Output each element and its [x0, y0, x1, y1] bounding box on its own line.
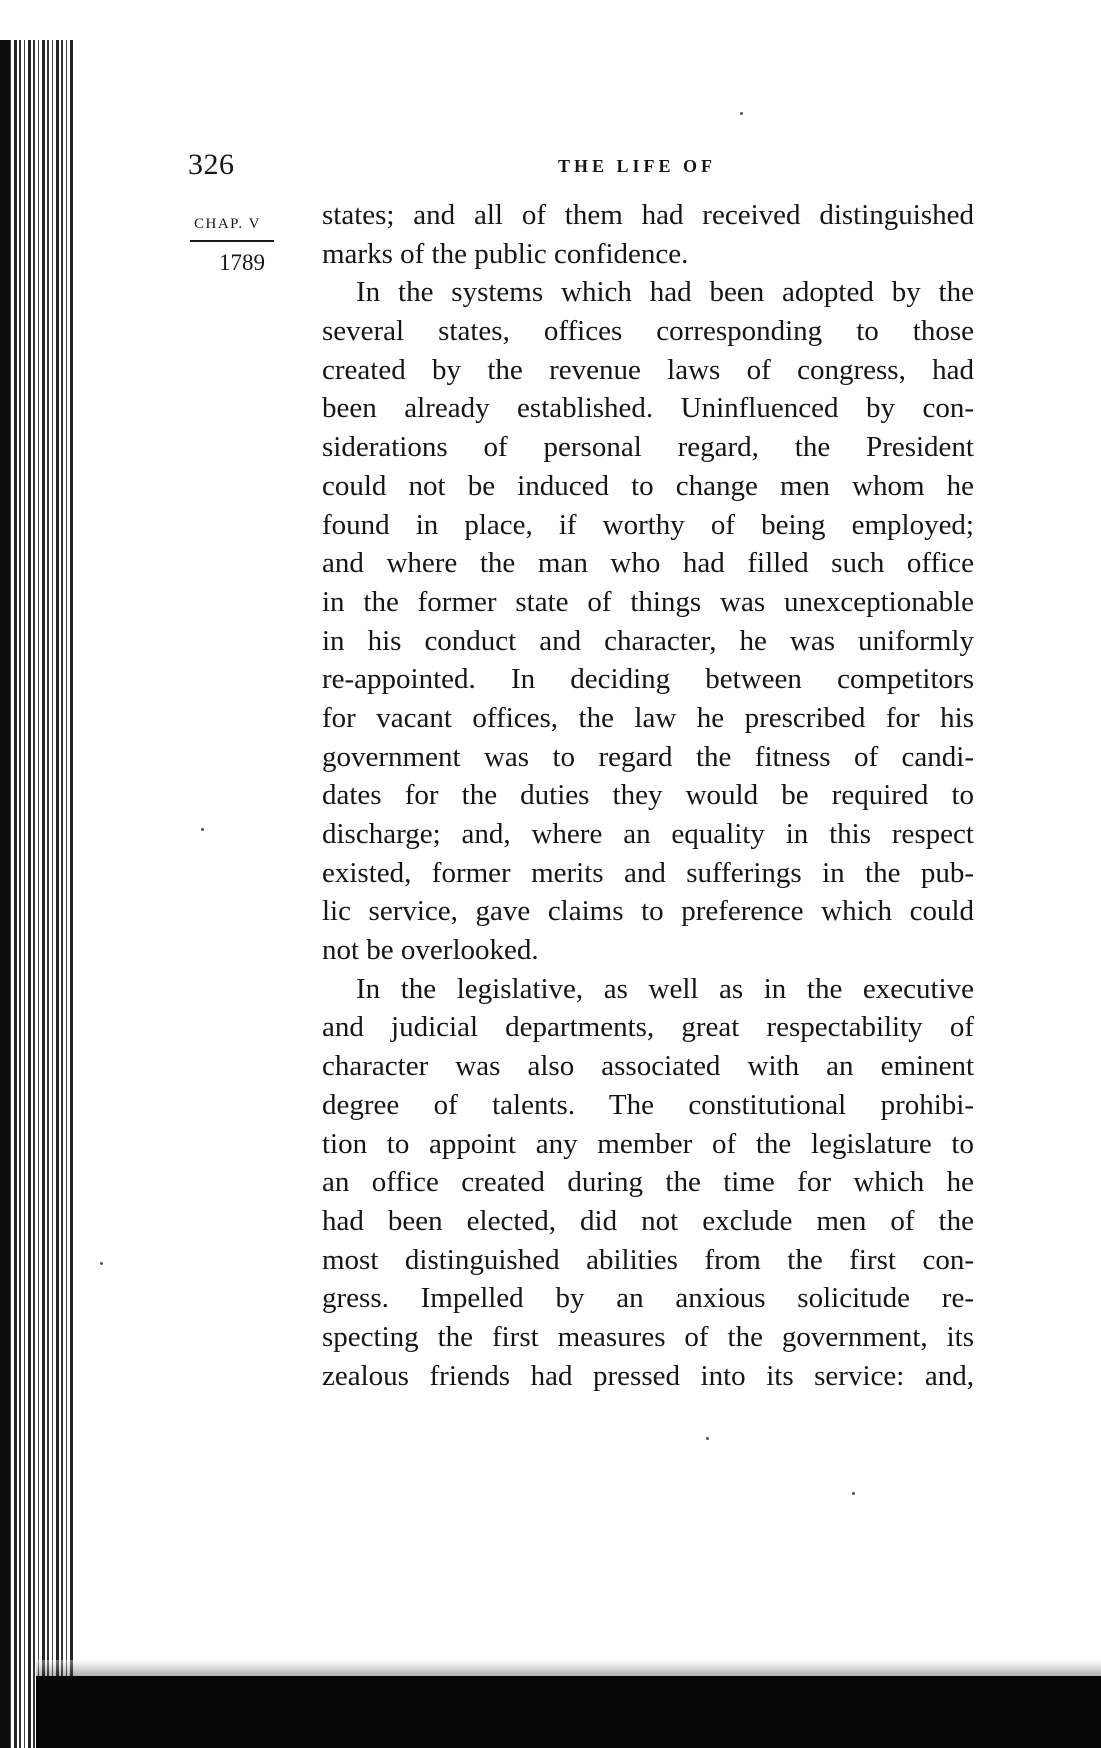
text-line: gress. Impelled by an anxious solicitude re-	[322, 1282, 974, 1315]
text-line: in the former state of things was unexceptionable	[322, 585, 974, 618]
text-line: most distinguished abilities from the first con-	[322, 1243, 974, 1276]
text-line: tion to appoint any member of the legislature to	[322, 1127, 974, 1160]
text-line: found in place, if worthy of being employed;	[322, 508, 974, 541]
scan-bottom-band	[36, 1676, 1101, 1748]
text-line: in his conduct and character, he was uniformly	[322, 624, 974, 657]
text-line: and judicial departments, great respectability of	[322, 1011, 974, 1044]
text-line: states; and all of them had received distinguished	[322, 199, 974, 231]
text-line: discharge; and, where an equality in this respect	[322, 818, 974, 850]
scan-speck	[852, 1492, 855, 1495]
book-binding-edge	[0, 40, 74, 1748]
margin-divider	[190, 240, 274, 242]
text-line: dates for the duties they would be required to	[322, 779, 974, 812]
text-line: several states, offices corresponding to those	[322, 315, 974, 348]
book-binding-shadow	[0, 40, 10, 1748]
text-line: specting the first measures of the government, its	[322, 1320, 974, 1353]
text-line: re-appointed. In deciding between competitors	[322, 663, 974, 696]
scan-speck	[740, 112, 743, 115]
text-line: In the systems which had been adopted by the	[356, 276, 974, 309]
paragraph-2	[322, 273, 974, 969]
text-line: In the legislative, as well as in the executive	[356, 972, 974, 1005]
text-line: and where the man who had filled such office	[322, 547, 974, 580]
text-line: for vacant offices, the law he prescribed for his	[322, 701, 974, 734]
text-line: degree of talents. The constitutional prohibi-	[322, 1088, 974, 1121]
scan-speck	[100, 1262, 103, 1265]
scan-speck	[706, 1437, 709, 1440]
text-line: character was also associated with an eminent	[322, 1050, 974, 1083]
text-line: marks of the public confidence.	[322, 237, 689, 270]
scan-speck	[201, 828, 204, 831]
margin-year: 1789	[219, 250, 265, 275]
text-line: existed, former merits and sufferings in the pub-	[322, 856, 974, 889]
margin-chapter-label: CHAP. V	[194, 216, 261, 232]
running-head: THE LIFE OF	[558, 156, 717, 176]
paragraph-3	[322, 970, 974, 1396]
body-text	[322, 196, 974, 1395]
text-line: government was to regard the fitness of candi-	[322, 740, 974, 773]
text-line: lic service, gave claims to preference which could	[322, 895, 974, 928]
text-line: created by the revenue laws of congress, had	[322, 353, 974, 386]
page-number: 326	[188, 148, 235, 181]
text-line: an office created during the time for which he	[322, 1166, 974, 1199]
paragraph-1	[322, 196, 974, 273]
text-line: zealous friends had pressed into its service: and,	[322, 1359, 974, 1392]
text-line: had been elected, did not exclude men of the	[322, 1204, 974, 1237]
text-line: not be overlooked.	[322, 934, 539, 967]
text-line: been already established. Uninfluenced by con-	[322, 392, 974, 425]
text-line: could not be induced to change men whom he	[322, 469, 974, 502]
text-line: siderations of personal regard, the President	[322, 431, 974, 464]
